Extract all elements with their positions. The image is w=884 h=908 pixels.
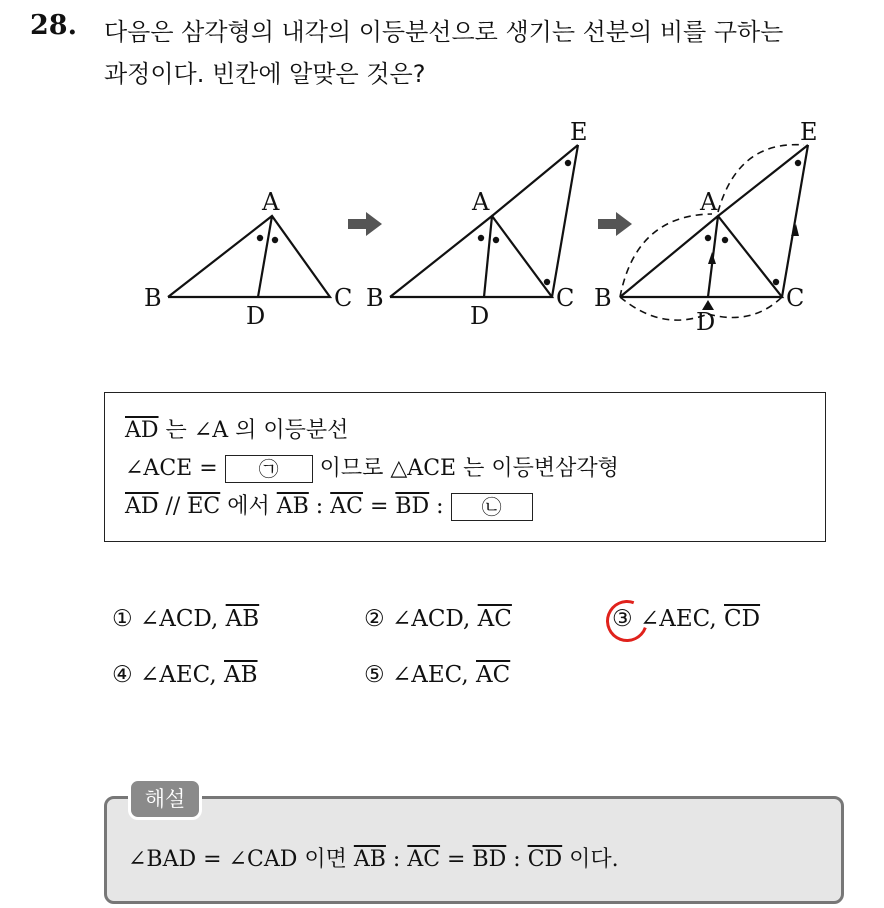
blank-1[interactable]: ㉠ <box>225 455 313 483</box>
svg-text:D: D <box>470 302 490 330</box>
question-line-2: 과정이다. 빈칸에 알맞은 것은? <box>104 60 426 88</box>
label-D: D <box>246 302 266 330</box>
svg-text:D: D <box>696 308 716 336</box>
choice-2[interactable]: ② ∠ACD, $\overline{AC}$ <box>364 606 512 632</box>
label-A: A <box>262 188 280 216</box>
svg-text:B: B <box>594 284 612 312</box>
process-line-3: $\overline{AD} // \overline{EC}$ 에서 $\overline{AB}$ : $\overline{AC} = \overline{BD}$ : ㉡ <box>125 489 533 521</box>
svg-text:E: E <box>570 118 588 146</box>
fig3-triangle <box>620 216 782 297</box>
choice-1[interactable]: ① ∠ACD, $\overline{AB}$ <box>112 606 260 632</box>
choice-3[interactable]: ③ ∠AEC, $\overline{CD}$ <box>612 606 761 632</box>
fig1-bisector <box>258 216 272 297</box>
process-line-2: ∠ACE = ㉠ 이므로 △ACE 는 이등변삼각형 <box>125 456 619 481</box>
choice-4[interactable]: ④ ∠AEC, $\overline{AB}$ <box>112 662 258 688</box>
answer-circle-mark <box>599 593 655 649</box>
svg-text:C: C <box>786 284 805 312</box>
fig2-triangle <box>390 216 552 297</box>
svg-text:A: A <box>700 188 718 216</box>
fig1-triangle <box>168 216 330 297</box>
svg-text:C: C <box>556 284 575 312</box>
process-box <box>104 392 826 542</box>
process-line-1: $\overline{AD}$ 는 ∠A 의 이등분선 <box>125 418 349 443</box>
svg-text:B: B <box>366 284 384 312</box>
svg-text:A: A <box>472 188 490 216</box>
svg-text:E: E <box>800 118 818 146</box>
label-C: C <box>334 284 353 312</box>
blank-2[interactable]: ㉡ <box>451 493 533 521</box>
triangle-figure <box>0 0 884 360</box>
solution-text: ∠BAD = ∠CAD 이면 $\overline{AB}$ : $\overline{AC} = \overline{BD}$ : $\overline{CD}$ 이다. <box>128 847 619 872</box>
label-B: B <box>144 284 162 312</box>
choice-5[interactable]: ⑤ ∠AEC, $\overline{AC}$ <box>364 662 511 688</box>
problem-number: 28. <box>30 10 77 41</box>
question-line-1: 다음은 삼각형의 내각의 이등분선으로 생기는 선분의 비를 구하는 <box>104 18 784 46</box>
solution-tag: 해설 <box>128 778 202 820</box>
